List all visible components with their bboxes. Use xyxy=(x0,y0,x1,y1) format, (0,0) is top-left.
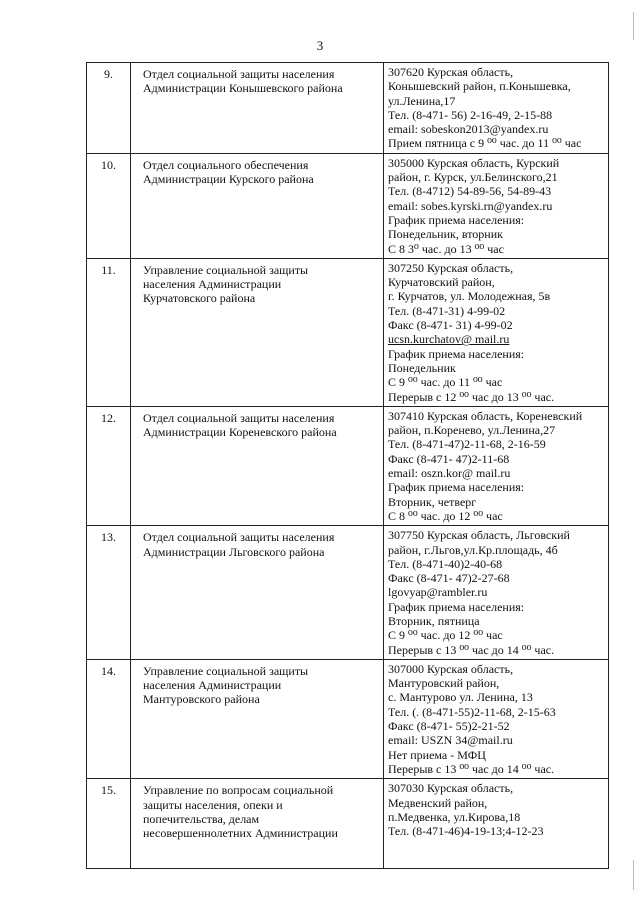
organization-name-line: Курчатовского района xyxy=(143,291,256,306)
contact-line: Конышевский район, п.Конышевка, xyxy=(388,79,571,94)
organization-name xyxy=(131,153,384,258)
table-row xyxy=(87,779,609,869)
organizations-table xyxy=(86,62,609,869)
contact-line: 307620 Курская область, xyxy=(388,65,514,79)
organization-name-line: Управление социальной защиты xyxy=(143,663,309,678)
contact-line: Факс (8-471- 47)2-27-68 xyxy=(388,571,510,586)
contact-line: Прием пятница с 9 ⁰⁰ час. до 11 ⁰⁰ час xyxy=(388,136,582,151)
contact-line: Понедельник, вторник xyxy=(388,227,503,242)
row-number: 13. xyxy=(87,526,131,660)
organization-name-line: Мантуровского района xyxy=(143,692,260,707)
contact-line: Мантуровский район, xyxy=(388,676,500,691)
organization-name-line: Управление социальной защиты xyxy=(143,262,309,277)
contact-line: График приема населения: xyxy=(388,212,525,227)
organization-name-line: Администрации Курского района xyxy=(143,172,314,187)
scan-edge-mark xyxy=(633,860,634,890)
organization-name xyxy=(131,406,384,525)
organization-name-line: несовершеннолетних Администрации xyxy=(143,826,338,841)
contact-info xyxy=(384,153,609,258)
contact-line: Вторник, пятница xyxy=(388,613,480,628)
organization-name-line: Отдел социальной защиты населения xyxy=(143,530,335,545)
contact-info xyxy=(384,63,609,154)
contact-line: ул.Ленина,17 xyxy=(388,93,456,108)
table-row xyxy=(87,526,609,660)
row-number: 11. xyxy=(87,258,131,406)
contact-line: Перерыв с 13 ⁰⁰ час до 14 ⁰⁰ час. xyxy=(388,642,555,657)
contact-info xyxy=(384,659,609,778)
contact-line: Тел. (8-471-47)2-11-68, 2-16-59 xyxy=(388,437,546,452)
contact-line: Тел. (8-4712) 54-89-56, 54-89-43 xyxy=(388,184,552,199)
organization-name-line: Отдел социального обеспечения xyxy=(143,157,309,172)
organization-name xyxy=(131,63,384,154)
contact-line: Понедельник xyxy=(388,360,456,375)
contact-line: Тел. (. (8-471-55)2-11-68, 2-15-63 xyxy=(388,704,556,719)
contact-line: С 9 ⁰⁰ час. до 11 ⁰⁰ час xyxy=(388,375,503,390)
contact-info xyxy=(384,526,609,660)
organization-name-line: населения Администрации xyxy=(143,678,282,693)
contact-line: Перерыв с 13 ⁰⁰ час до 14 ⁰⁰ час. xyxy=(388,761,555,776)
contact-line: 307750 Курская область, Льговский xyxy=(388,528,570,543)
contact-line: С 9 ⁰⁰ час. до 12 ⁰⁰ час xyxy=(388,628,503,643)
organization-name-line: защиты населения, опеки и xyxy=(143,797,283,812)
row-number: 9. xyxy=(87,63,131,154)
contact-line: Медвенский район, xyxy=(388,795,488,810)
email-text: email: sobes.kyrski.rn@yandex.ru xyxy=(388,198,553,213)
contact-line: Вторник, четверг xyxy=(388,494,477,509)
organization-name-line: Администрации Конышевского района xyxy=(143,81,343,96)
table-row xyxy=(87,63,609,154)
organization-name xyxy=(131,258,384,406)
contact-info xyxy=(384,779,609,869)
table-row xyxy=(87,406,609,525)
contact-line: п.Медвенка, ул.Кирова,18 xyxy=(388,809,521,824)
table-row xyxy=(87,153,609,258)
contact-line: Тел. (8-471-46)4-19-13;4-12-23 xyxy=(388,824,544,839)
contact-line: Факс (8-471- 55)2-21-52 xyxy=(388,719,510,734)
contact-line: Факс (8-471- 31) 4-99-02 xyxy=(388,318,513,333)
contact-line: С 8 3⁰ час. до 13 ⁰⁰ час xyxy=(388,241,504,256)
row-number: 12. xyxy=(87,406,131,525)
organization-name xyxy=(131,779,384,869)
contact-info xyxy=(384,406,609,525)
table-row xyxy=(87,659,609,778)
contact-info xyxy=(384,258,609,406)
organization-name xyxy=(131,659,384,778)
contact-line: Перерыв с 12 ⁰⁰ час до 13 ⁰⁰ час. xyxy=(388,389,555,404)
email-text: ucsn.kurchatov@ mail.ru xyxy=(388,332,510,347)
organization-name-line: попечительства, делам xyxy=(143,811,260,826)
contact-line: 307410 Курская область, Кореневский xyxy=(388,408,583,423)
contact-line: район, п.Коренево, ул.Ленина,27 xyxy=(388,423,556,438)
email-text: email: USZN 34@mail.ru xyxy=(388,733,513,748)
contact-line: С 8 ⁰⁰ час. до 12 ⁰⁰ час xyxy=(388,508,503,523)
contact-line: 307000 Курская область, xyxy=(388,661,514,676)
contact-line: Тел. (8-471-31) 4-99-02 xyxy=(388,303,506,318)
contact-line: г. Курчатов, ул. Молодежная, 5в xyxy=(388,289,551,304)
row-number: 15. xyxy=(87,779,131,869)
row-number: 14. xyxy=(87,659,131,778)
contact-line: 307030 Курская область, xyxy=(388,781,514,796)
contact-line: График приема населения: xyxy=(388,480,525,495)
email-text: lgovyap@rambler.ru xyxy=(388,585,488,600)
contact-line: Нет приема - МФЦ xyxy=(388,747,486,762)
contact-line: График приема населения: xyxy=(388,346,525,361)
organization-name-line: Отдел социальной защиты населения xyxy=(143,67,335,81)
row-number: 10. xyxy=(87,153,131,258)
page-number: 3 xyxy=(316,38,324,53)
contact-line: Курчатовский район, xyxy=(388,275,495,290)
organization-name-line: Управление по вопросам социальной xyxy=(143,783,334,798)
contact-line: Тел. (8-471-40)2-40-68 xyxy=(388,556,503,571)
scan-edge-mark xyxy=(633,12,634,40)
contact-line: с. Мантурово ул. Ленина, 13 xyxy=(388,690,533,705)
contact-line: район, г.Льгов,ул.Кр.площадь, 4б xyxy=(388,542,558,557)
contact-line: 307250 Курская область, xyxy=(388,260,514,275)
contact-line: район, г. Курск, ул.Белинского,21 xyxy=(388,170,558,185)
organization-name-line: Отдел социальной защиты населения xyxy=(143,410,335,425)
contact-line: Факс (8-471- 47)2-11-68 xyxy=(388,451,510,466)
organization-name-line: населения Администрации xyxy=(143,277,282,292)
organization-name-line: Администрации Льговского района xyxy=(143,544,325,559)
contact-line: Тел. (8-471- 56) 2-16-49, 2-15-88 xyxy=(388,107,553,122)
table-row xyxy=(87,258,609,406)
contact-line: График приема населения: xyxy=(388,599,525,614)
organization-name xyxy=(131,526,384,660)
organization-name-line: Администрации Кореневского района xyxy=(143,425,337,440)
email-text: email: oszn.kor@ mail.ru xyxy=(388,466,511,481)
contact-line: 305000 Курская область, Курский xyxy=(388,155,560,170)
email-text: email: sobeskon2013@yandex.ru xyxy=(388,122,549,137)
